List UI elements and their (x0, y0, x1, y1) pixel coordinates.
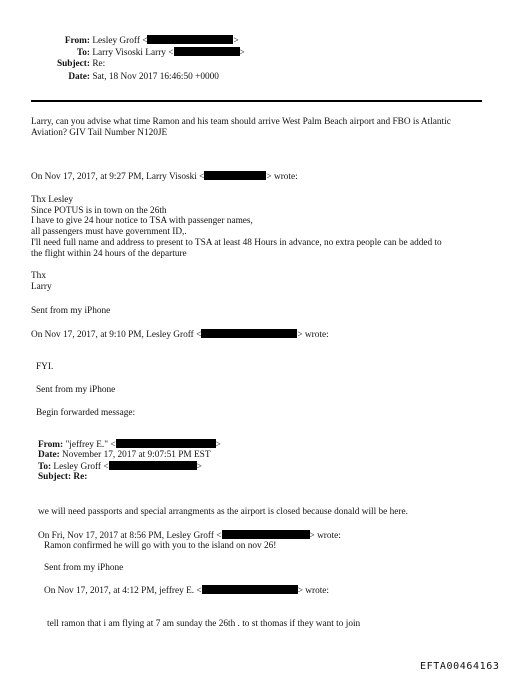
redaction-bar (204, 171, 266, 180)
date-value: Sat, 18 Nov 2017 16:46:50 +0000 (92, 72, 219, 82)
subject-label: Subject: (56, 59, 90, 69)
from-value: Lesley Groff < (92, 36, 148, 46)
header-from-row: From: Lesley Groff < > (46, 35, 239, 47)
quote3-attribution: On Fri, Nov 17, 2017 at 8:56 PM, Lesley Groff < > wrote: (38, 531, 341, 541)
forwarded-body: we will need passports and special arrangments as the airport is closed because donald will be here. (38, 507, 408, 517)
redaction-bar (116, 439, 216, 448)
redaction-bar (147, 35, 233, 44)
quote1-sent-from: Sent from my iPhone (31, 306, 111, 316)
quote1-signoff: Larry (31, 282, 52, 292)
subject-value: Re: (92, 59, 106, 69)
quote2-attribution: On Nov 17, 2017, at 9:10 PM, Lesley Groff < > wrote: (31, 330, 329, 340)
to-value: Larry Visoski Larry < (92, 48, 174, 58)
forwarded-to-row: To: Lesley Groff < > (38, 462, 202, 472)
quote4-attribution: On Nov 17, 2017, at 4:12 PM, jeffrey E. < > wrote: (44, 586, 330, 596)
quote2-fyi: FYI. (36, 362, 54, 372)
date-label: Date: (68, 72, 90, 82)
date-label: Date: (38, 450, 60, 460)
header-date-row (46, 72, 219, 83)
forwarded-from-row: From: "jeffrey E." < > (38, 440, 221, 450)
from-label: From: (64, 36, 90, 46)
redaction-bar (174, 47, 240, 56)
quote2-forwarded: Begin forwarded message: (36, 408, 136, 418)
quote1-line: all passengers must have government ID,. (31, 227, 187, 237)
forwarded-date-row: Date: November 17, 2017 at 9:07:51 PM EST (38, 450, 211, 460)
quote1-line: I'll need full name and address to present to TSA at least 48 Hours in advance, no extra people can be added to (31, 238, 442, 248)
quote1-attribution: On Nov 17, 2017, at 9:27 PM, Larry Visoski < > wrote: (31, 172, 298, 182)
redaction-bar (201, 329, 297, 338)
quote1-line: Since POTUS is in town on the 26th (31, 206, 167, 216)
redaction-bar (222, 530, 310, 539)
quote1-line: the flight within 24 hours of the departure (31, 249, 187, 259)
from-label: From: (38, 440, 64, 450)
quote3-sent-from: Sent from my iPhone (44, 563, 124, 573)
quote3-line: Ramon confirmed he will go with you to the island on nov 26! (44, 541, 277, 551)
forwarded-subject-row: Subject: Re: (38, 472, 88, 482)
redaction-bar (109, 461, 197, 470)
quote1-signoff: Thx (31, 271, 46, 281)
subject-label: Subject: (38, 472, 72, 482)
header-to-row: To: Larry Visoski Larry < > (46, 47, 245, 59)
redaction-bar (202, 585, 298, 594)
to-label: To: (76, 48, 90, 58)
quote1-line: I have to give 24 hour notice to TSA with passenger names, (31, 216, 253, 226)
to-label: To: (38, 462, 52, 472)
header-subject-row (46, 59, 105, 70)
header-divider (31, 100, 482, 102)
document-id: EFTA00464163 (420, 661, 500, 672)
quote4-line: tell ramon that i am flying at 7 am sunday the 26th . to st thomas if they want to join (47, 619, 361, 629)
quote2-sent-from: Sent from my iPhone (36, 385, 116, 395)
body-line-1: Larry, can you advise what time Ramon and his team should arrive West Palm Beach airport and FBO is Atlantic (31, 117, 451, 127)
body-line-2: Aviation? GIV Tail Number N120JE (31, 128, 168, 138)
quote1-line: Thx Lesley (31, 195, 74, 205)
